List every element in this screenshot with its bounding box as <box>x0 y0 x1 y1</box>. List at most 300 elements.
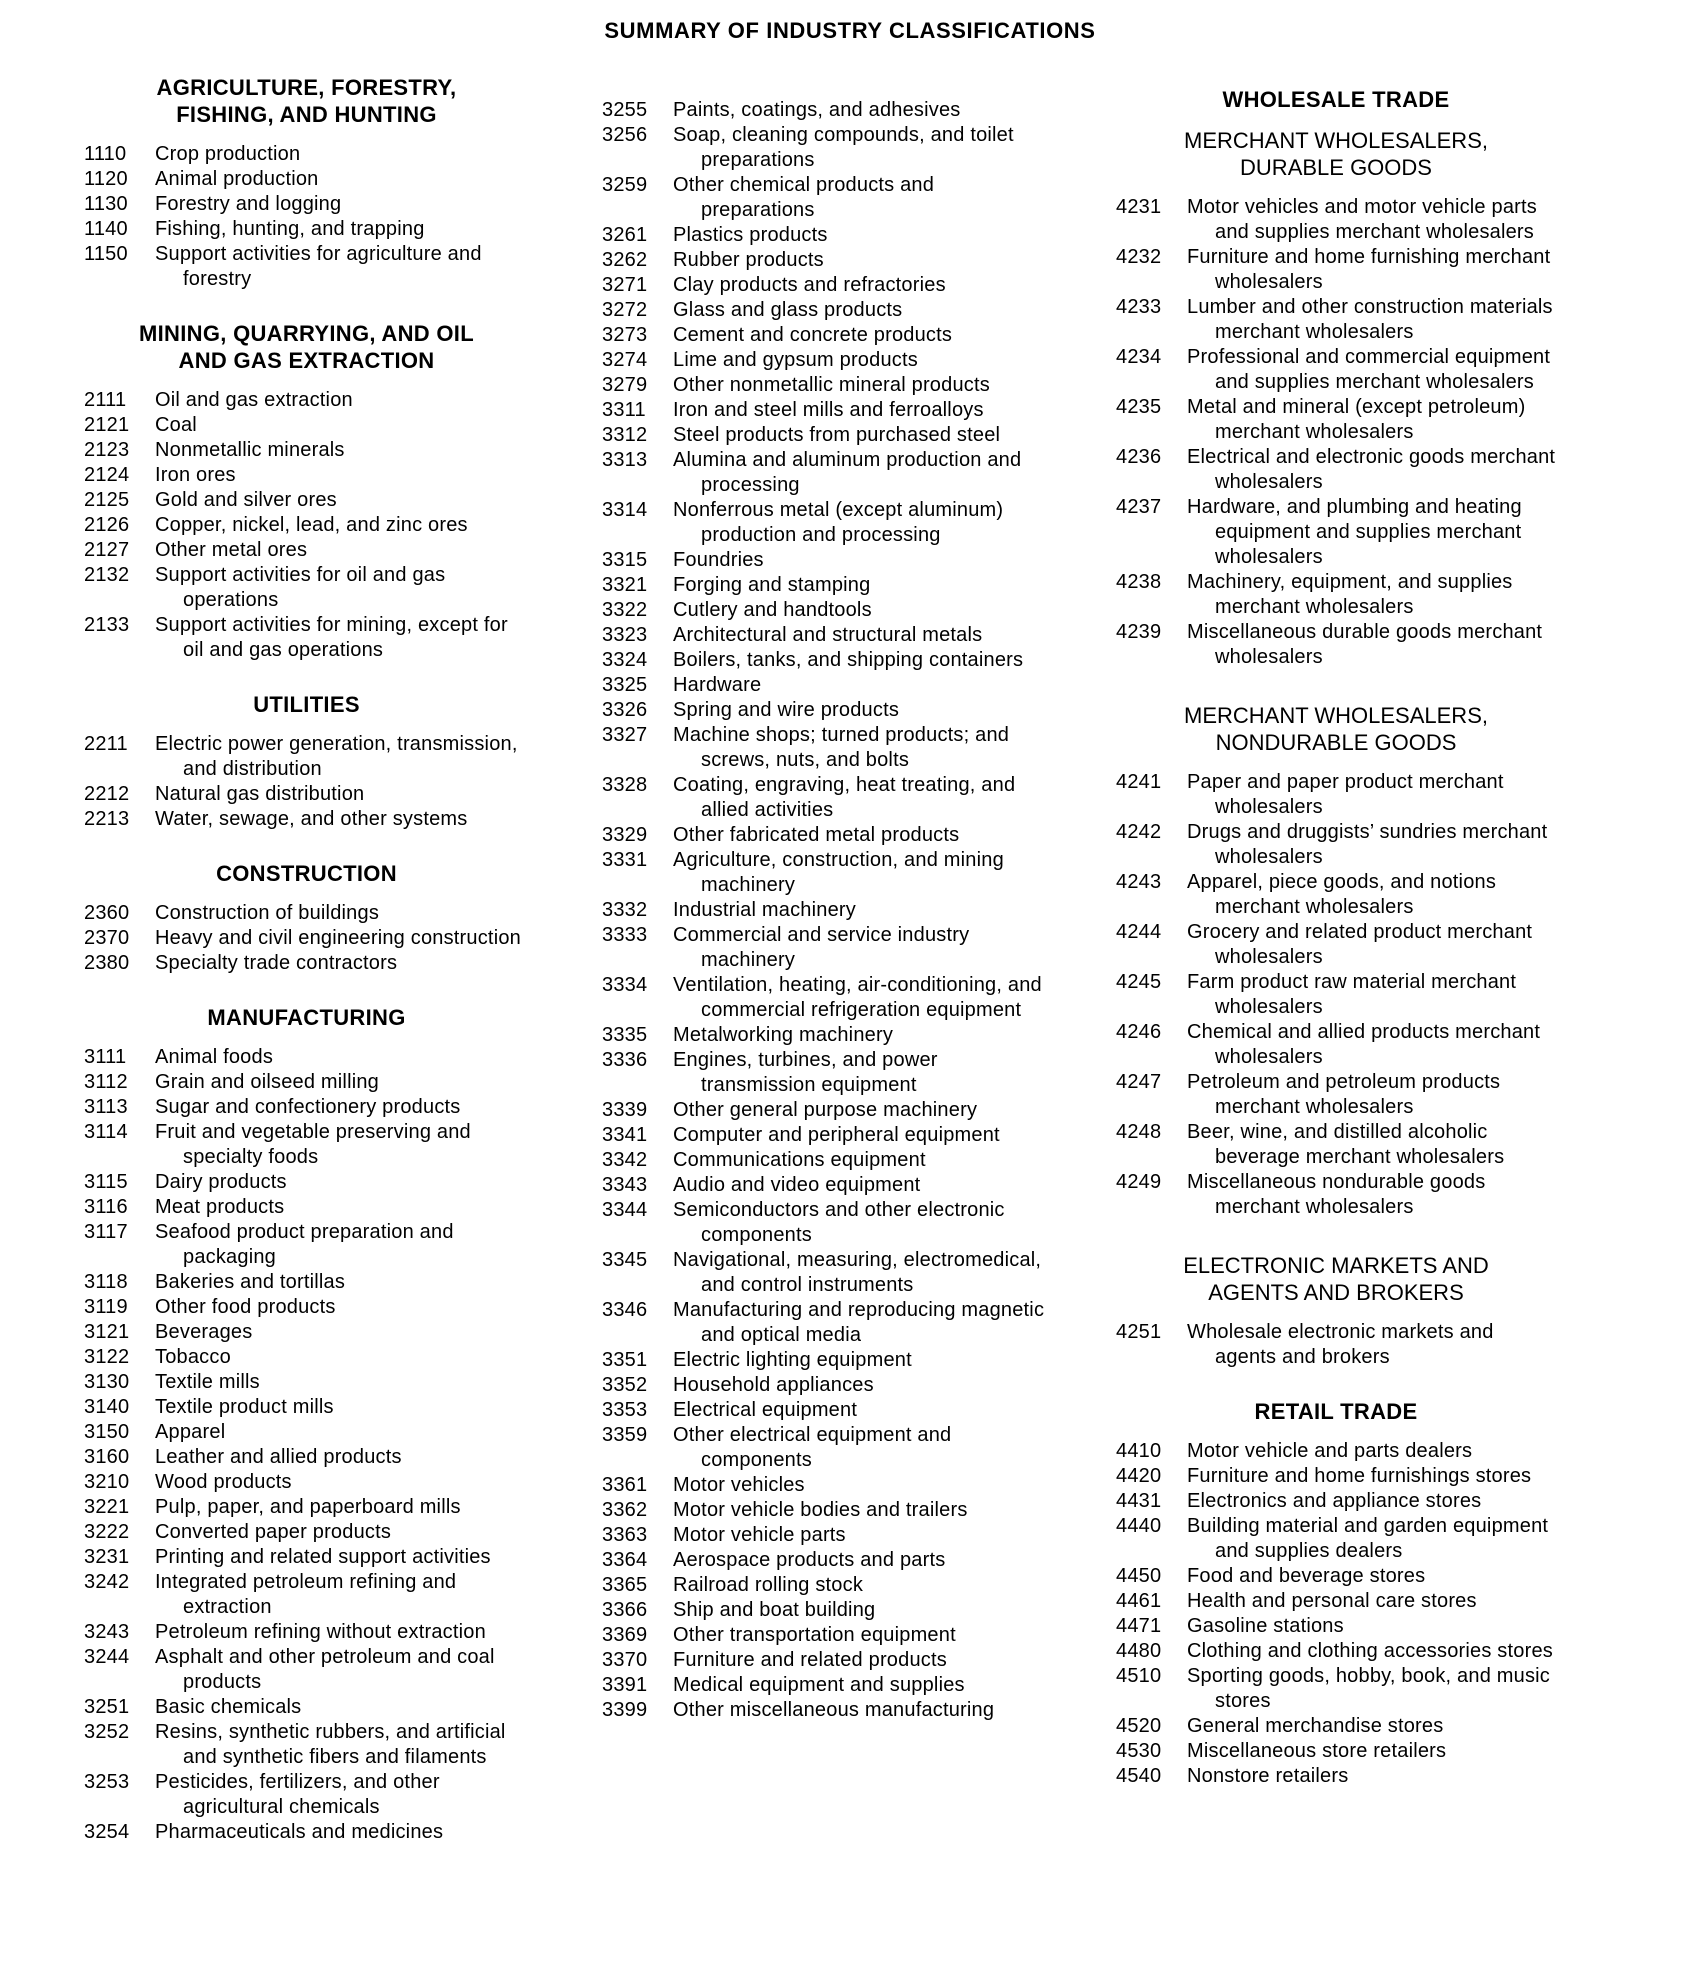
industry-name: Steel products from purchased steel <box>673 424 1001 446</box>
industry-code: 4471 <box>1116 1615 1162 1637</box>
industry-row <box>1116 1639 1556 1664</box>
industry-name: Other metal ores <box>155 539 308 561</box>
industry-row <box>1116 245 1556 295</box>
industry-row <box>84 488 529 513</box>
industry-name: Beverages <box>155 1321 253 1343</box>
industry-code: 4520 <box>1116 1715 1162 1737</box>
industry-name: Other fabricated metal products <box>673 824 960 846</box>
industry-name: Printing and related support activities <box>155 1546 491 1568</box>
industry-code: 4251 <box>1116 1321 1162 1343</box>
industry-code: 4530 <box>1116 1740 1162 1762</box>
industry-name: Professional and commercial equipment and supplies merchant wholesalers <box>1187 346 1551 393</box>
industry-code: 3160 <box>84 1446 130 1468</box>
industry-code: 3332 <box>602 899 648 921</box>
industry-name: Gold and silver ores <box>155 489 337 511</box>
industry-code: 3364 <box>602 1549 648 1571</box>
industry-row <box>84 242 529 292</box>
industry-name: Seafood product preparation and packaging <box>155 1221 454 1268</box>
industry-name: Boilers, tanks, and shipping containers <box>673 649 1024 671</box>
industry-code: 2132 <box>84 564 130 586</box>
industry-name: Spring and wire products <box>673 699 900 721</box>
industry-name: Motor vehicle and parts dealers <box>1187 1440 1473 1462</box>
industry-row <box>84 513 529 538</box>
industry-row <box>602 773 1047 823</box>
industry-name: Paper and paper product merchant wholesalers <box>1187 771 1504 818</box>
industry-code: 3253 <box>84 1771 130 1793</box>
industry-name: Metalworking machinery <box>673 1024 894 1046</box>
industry-name: Navigational, measuring, electromedical, and control instruments <box>673 1249 1042 1296</box>
header-line: ELECTRONIC MARKETS AND <box>1183 1253 1489 1278</box>
industry-row <box>602 1148 1047 1173</box>
industry-row <box>84 1220 529 1270</box>
industry-row <box>84 438 529 463</box>
industry-row <box>602 1598 1047 1623</box>
industry-row <box>602 1623 1047 1648</box>
industry-code: 2111 <box>84 389 127 411</box>
header-line: WHOLESALE TRADE <box>1222 87 1450 112</box>
industry-code: 2133 <box>84 614 130 636</box>
industry-row <box>602 1298 1047 1348</box>
industry-code: 3370 <box>602 1649 648 1671</box>
industry-code: 3353 <box>602 1399 648 1421</box>
industry-name: Other chemical products and preparations <box>673 174 935 221</box>
industry-code: 3321 <box>602 574 648 596</box>
industry-name: Miscellaneous nondurable goods merchant wholesalers <box>1187 1171 1486 1218</box>
industry-code: 3334 <box>602 974 648 996</box>
industry-code: 3255 <box>602 99 648 121</box>
industry-name: Leather and allied products <box>155 1446 402 1468</box>
industry-name: Asphalt and other petroleum and coal products <box>155 1646 495 1693</box>
industry-code: 2211 <box>84 733 128 755</box>
industry-row <box>1116 1320 1556 1370</box>
industry-row <box>602 348 1047 373</box>
industry-code: 1150 <box>84 243 128 265</box>
industry-name: Forging and stamping <box>673 574 871 596</box>
industry-row <box>84 1270 529 1295</box>
industry-name: Clothing and clothing accessories stores <box>1187 1640 1553 1662</box>
industry-name: Plastics products <box>673 224 828 246</box>
industry-row <box>602 548 1047 573</box>
industry-row <box>1116 1764 1556 1789</box>
section-header <box>1116 86 1556 113</box>
industry-code: 3391 <box>602 1674 648 1696</box>
industry-name: Natural gas distribution <box>155 783 365 805</box>
industry-row <box>1116 295 1556 345</box>
industry-row <box>602 673 1047 698</box>
industry-code: 3221 <box>84 1496 130 1518</box>
industry-code: 3325 <box>602 674 648 696</box>
industry-code: 4246 <box>1116 1021 1162 1043</box>
industry-row <box>84 413 529 438</box>
industry-row <box>84 1545 529 1570</box>
industry-code: 3314 <box>602 499 648 521</box>
industry-name: Furniture and home furnishing merchant wholesalers <box>1187 246 1551 293</box>
industry-code: 4232 <box>1116 246 1162 268</box>
industry-name: Electrical equipment <box>673 1399 858 1421</box>
header-line: DURABLE GOODS <box>1240 155 1432 180</box>
industry-name: Ship and boat building <box>673 1599 876 1621</box>
industry-code: 3346 <box>602 1299 648 1321</box>
industry-code: 3331 <box>602 849 648 871</box>
industry-code: 4231 <box>1116 196 1162 218</box>
industry-code: 4431 <box>1116 1490 1162 1512</box>
industry-name: Other nonmetallic mineral products <box>673 374 990 396</box>
industry-name: Animal production <box>155 168 319 190</box>
industry-code: 3273 <box>602 324 648 346</box>
industry-row <box>602 248 1047 273</box>
industry-row <box>602 623 1047 648</box>
industry-row <box>84 1045 529 1070</box>
industry-name: General merchandise stores <box>1187 1715 1444 1737</box>
industry-name: Communications equipment <box>673 1149 926 1171</box>
column-right <box>1116 86 1556 1789</box>
industry-name: Cutlery and handtools <box>673 599 872 621</box>
industry-name: Food and beverage stores <box>1187 1565 1426 1587</box>
industry-name: Cement and concrete products <box>673 324 953 346</box>
industry-name: Specialty trade contractors <box>155 952 398 974</box>
industry-name: Railroad rolling stock <box>673 1574 864 1596</box>
industry-code: 3130 <box>84 1371 130 1393</box>
industry-row <box>602 298 1047 323</box>
industry-name: Household appliances <box>673 1374 874 1396</box>
industry-code: 2370 <box>84 927 130 949</box>
industry-row <box>1116 1070 1556 1120</box>
industry-code: 3344 <box>602 1199 648 1221</box>
industry-row <box>1116 970 1556 1020</box>
industry-row <box>84 901 529 926</box>
industry-name: Fruit and vegetable preserving and specialty foods <box>155 1121 471 1168</box>
industry-code: 3259 <box>602 174 648 196</box>
industry-row <box>1116 1464 1556 1489</box>
industry-row <box>602 373 1047 398</box>
industry-name: Water, sewage, and other systems <box>155 808 468 830</box>
header-line: RETAIL TRADE <box>1254 1399 1418 1424</box>
industry-code: 3311 <box>602 399 646 421</box>
industry-name: Hardware, and plumbing and heating equipment and supplies merchant wholesalers <box>1187 496 1522 568</box>
industry-name: Machine shops; turned products; and screws, nuts, and bolts <box>673 724 1010 771</box>
section-header <box>84 320 529 374</box>
industry-code: 1120 <box>84 168 128 190</box>
section-subheader <box>1116 127 1556 181</box>
industry-name: Machinery, equipment, and supplies merchant wholesalers <box>1187 571 1513 618</box>
industry-code: 4248 <box>1116 1121 1162 1143</box>
industry-code: 2127 <box>84 539 130 561</box>
industry-code: 3315 <box>602 549 648 571</box>
industry-name: Oil and gas extraction <box>155 389 353 411</box>
industry-row <box>602 423 1047 448</box>
industry-code: 3113 <box>84 1096 128 1118</box>
industry-code: 3210 <box>84 1471 130 1493</box>
industry-row <box>602 1498 1047 1523</box>
industry-row <box>84 807 529 832</box>
industry-code: 3116 <box>84 1196 128 1218</box>
header-line: NONDURABLE GOODS <box>1215 730 1457 755</box>
industry-code: 3262 <box>602 249 648 271</box>
section-header <box>84 74 529 128</box>
industry-row <box>602 598 1047 623</box>
industry-code: 3114 <box>84 1121 128 1143</box>
industry-name: Paints, coatings, and adhesives <box>673 99 961 121</box>
industry-code: 4243 <box>1116 871 1162 893</box>
industry-row <box>602 1048 1047 1098</box>
industry-row <box>84 192 529 217</box>
industry-code: 3326 <box>602 699 648 721</box>
industry-row <box>84 167 529 192</box>
industry-row <box>602 1648 1047 1673</box>
industry-name: Animal foods <box>155 1046 274 1068</box>
industry-code: 3313 <box>602 449 648 471</box>
industry-code: 3363 <box>602 1524 648 1546</box>
industry-name: Ventilation, heating, air-conditioning, and commercial refrigeration equipment <box>673 974 1042 1021</box>
industry-code: 4242 <box>1116 821 1162 843</box>
industry-code: 3359 <box>602 1424 648 1446</box>
industry-code: 3274 <box>602 349 648 371</box>
industry-row <box>84 1395 529 1420</box>
industry-name: Grain and oilseed milling <box>155 1071 380 1093</box>
industry-row <box>84 613 529 663</box>
industry-name: Crop production <box>155 143 301 165</box>
industry-code: 3115 <box>84 1171 128 1193</box>
industry-name: Other food products <box>155 1296 336 1318</box>
industry-row <box>602 898 1047 923</box>
industry-name: Pesticides, fertilizers, and other agricultural chemicals <box>155 1771 440 1818</box>
industry-row <box>1116 820 1556 870</box>
industry-name: Computer and peripheral equipment <box>673 1124 1000 1146</box>
industry-name: Furniture and home furnishings stores <box>1187 1465 1532 1487</box>
industry-code: 4236 <box>1116 446 1162 468</box>
industry-row <box>84 951 529 976</box>
industry-code: 4440 <box>1116 1515 1162 1537</box>
industry-code: 2124 <box>84 464 130 486</box>
industry-code: 3312 <box>602 424 648 446</box>
industry-row <box>84 563 529 613</box>
industry-name: Clay products and refractories <box>673 274 946 296</box>
industry-name: Medical equipment and supplies <box>673 1674 965 1696</box>
industry-name: Lime and gypsum products <box>673 349 918 371</box>
industry-name: Beer, wine, and distilled alcoholic beverage merchant wholesalers <box>1187 1121 1505 1168</box>
industry-name: Textile product mills <box>155 1396 334 1418</box>
industry-row <box>602 123 1047 173</box>
industry-row <box>84 1570 529 1620</box>
industry-code: 3362 <box>602 1499 648 1521</box>
industry-code: 3342 <box>602 1149 648 1171</box>
industry-code: 3231 <box>84 1546 130 1568</box>
industry-code: 2121 <box>84 414 130 436</box>
industry-row <box>602 1373 1047 1398</box>
industry-name: Coating, engraving, heat treating, and allied activities <box>673 774 1016 821</box>
industry-row <box>1116 620 1556 670</box>
industry-code: 3328 <box>602 774 648 796</box>
industry-row <box>602 1523 1047 1548</box>
industry-code: 3369 <box>602 1624 648 1646</box>
industry-code: 4234 <box>1116 346 1162 368</box>
header-line: MERCHANT WHOLESALERS, <box>1184 703 1488 728</box>
industry-name: Glass and glass products <box>673 299 903 321</box>
industry-name: Other general purpose machinery <box>673 1099 978 1121</box>
industry-name: Converted paper products <box>155 1521 392 1543</box>
industry-name: Health and personal care stores <box>1187 1590 1477 1612</box>
industry-row <box>602 1423 1047 1473</box>
industry-code: 3335 <box>602 1024 648 1046</box>
industry-name: Drugs and druggists’ sundries merchant wholesalers <box>1187 821 1548 868</box>
industry-row <box>1116 195 1556 245</box>
header-line: AGENTS AND BROKERS <box>1208 1280 1464 1305</box>
industry-row <box>84 732 529 782</box>
industry-row <box>1116 345 1556 395</box>
industry-name: Audio and video equipment <box>673 1174 921 1196</box>
industry-name: Wood products <box>155 1471 292 1493</box>
industry-row <box>602 1198 1047 1248</box>
industry-code: 1140 <box>84 218 128 240</box>
industry-row <box>602 698 1047 723</box>
industry-name: Nonferrous metal (except aluminum) production and processing <box>673 499 1004 546</box>
header-line: MINING, QUARRYING, AND OIL <box>139 321 474 346</box>
industry-code: 3322 <box>602 599 648 621</box>
industry-code: 3256 <box>602 124 648 146</box>
industry-name: Basic chemicals <box>155 1696 302 1718</box>
industry-code: 4238 <box>1116 571 1162 593</box>
industry-name: Other electrical equipment and components <box>673 1424 952 1471</box>
industry-code: 4480 <box>1116 1640 1162 1662</box>
industry-row <box>602 1473 1047 1498</box>
industry-code: 4420 <box>1116 1465 1162 1487</box>
industry-code: 4233 <box>1116 296 1162 318</box>
industry-code: 4235 <box>1116 396 1162 418</box>
industry-code: 3244 <box>84 1646 130 1668</box>
industry-name: Semiconductors and other electronic components <box>673 1199 1005 1246</box>
industry-name: Tobacco <box>155 1346 231 1368</box>
industry-code: 3118 <box>84 1271 128 1293</box>
industry-row <box>1116 1739 1556 1764</box>
industry-code: 3399 <box>602 1699 648 1721</box>
industry-row <box>84 1770 529 1820</box>
industry-name: Copper, nickel, lead, and zinc ores <box>155 514 468 536</box>
section-header <box>84 1004 529 1031</box>
industry-code: 3333 <box>602 924 648 946</box>
industry-name: Agriculture, construction, and mining machinery <box>673 849 1004 896</box>
industry-row <box>84 1195 529 1220</box>
page-title: SUMMARY OF INDUSTRY CLASSIFICATIONS <box>604 18 1096 43</box>
industry-name: Nonmetallic minerals <box>155 439 345 461</box>
industry-code: 3365 <box>602 1574 648 1596</box>
industry-row <box>602 223 1047 248</box>
industry-row <box>84 217 529 242</box>
industry-row <box>84 1070 529 1095</box>
industry-row <box>84 1520 529 1545</box>
industry-row <box>84 1320 529 1345</box>
industry-name: Sporting goods, hobby, book, and music stores <box>1187 1665 1551 1712</box>
industry-name: Manufacturing and reproducing magnetic and optical media <box>673 1299 1045 1346</box>
industry-name: Commercial and service industry machinery <box>673 924 970 971</box>
industry-row <box>602 1348 1047 1373</box>
industry-row <box>602 1673 1047 1698</box>
industry-row <box>602 723 1047 773</box>
industry-name: Electric power generation, transmission, and distribution <box>155 733 518 780</box>
industry-row <box>1116 870 1556 920</box>
industry-name: Apparel <box>155 1421 226 1443</box>
industry-row <box>602 1698 1047 1723</box>
industry-name: Electronics and appliance stores <box>1187 1490 1482 1512</box>
industry-row <box>84 1095 529 1120</box>
industry-row <box>84 926 529 951</box>
industry-code: 2380 <box>84 952 130 974</box>
industry-name: Aerospace products and parts <box>673 1549 946 1571</box>
industry-row <box>602 1023 1047 1048</box>
industry-row <box>602 1548 1047 1573</box>
industry-name: Pharmaceuticals and medicines <box>155 1821 444 1843</box>
industry-row <box>84 463 529 488</box>
industry-name: Sugar and confectionery products <box>155 1096 461 1118</box>
industry-name: Alumina and aluminum production and processing <box>673 449 1022 496</box>
industry-row <box>1116 395 1556 445</box>
industry-row <box>84 538 529 563</box>
industry-row <box>602 498 1047 548</box>
industry-code: 3119 <box>84 1296 128 1318</box>
industry-name: Furniture and related products <box>673 1649 947 1671</box>
industry-row <box>602 848 1047 898</box>
industry-row <box>1116 1514 1556 1564</box>
industry-name: Gasoline stations <box>1187 1615 1344 1637</box>
industry-code: 3324 <box>602 649 648 671</box>
industry-row <box>1116 1714 1556 1739</box>
industry-row <box>1116 1664 1556 1714</box>
industry-name: Nonstore retailers <box>1187 1765 1349 1787</box>
industry-row <box>84 388 529 413</box>
industry-row <box>84 142 529 167</box>
industry-name: Soap, cleaning compounds, and toilet preparations <box>673 124 1014 171</box>
industry-row <box>602 1123 1047 1148</box>
industry-row <box>84 1695 529 1720</box>
industry-name: Forestry and logging <box>155 193 342 215</box>
industry-row <box>602 398 1047 423</box>
industry-name: Iron ores <box>155 464 236 486</box>
industry-name: Industrial machinery <box>673 899 856 921</box>
industry-code: 2125 <box>84 489 130 511</box>
industry-name: Motor vehicles and motor vehicle parts and supplies merchant wholesalers <box>1187 196 1537 243</box>
industry-code: 3121 <box>84 1321 130 1343</box>
industry-name: Motor vehicles <box>673 1474 805 1496</box>
industry-code: 3271 <box>602 274 648 296</box>
industry-name: Fishing, hunting, and trapping <box>155 218 425 240</box>
industry-row <box>1116 1489 1556 1514</box>
industry-code: 3251 <box>84 1696 130 1718</box>
industry-name: Resins, synthetic rubbers, and artificial and synthetic fibers and filaments <box>155 1721 506 1768</box>
industry-code: 4450 <box>1116 1565 1162 1587</box>
industry-code: 4237 <box>1116 496 1162 518</box>
industry-name: Petroleum refining without extraction <box>155 1621 486 1643</box>
industry-code: 3352 <box>602 1374 648 1396</box>
industry-code: 4510 <box>1116 1665 1162 1687</box>
industry-code: 3254 <box>84 1821 130 1843</box>
industry-name: Coal <box>155 414 197 436</box>
industry-name: Pulp, paper, and paperboard mills <box>155 1496 461 1518</box>
industry-row <box>1116 1614 1556 1639</box>
industry-row <box>602 1573 1047 1598</box>
industry-code: 3122 <box>84 1346 130 1368</box>
industry-row <box>84 1370 529 1395</box>
industry-name: Bakeries and tortillas <box>155 1271 346 1293</box>
section-header <box>1116 1398 1556 1425</box>
industry-name: Lumber and other construction materials merchant wholesalers <box>1187 296 1553 343</box>
industry-code: 3140 <box>84 1396 130 1418</box>
header-line: MANUFACTURING <box>207 1005 406 1030</box>
industry-code: 4410 <box>1116 1440 1162 1462</box>
industry-name: Rubber products <box>673 249 824 271</box>
industry-row <box>602 573 1047 598</box>
industry-row <box>1116 770 1556 820</box>
industry-row <box>84 1295 529 1320</box>
industry-name: Electric lighting equipment <box>673 1349 912 1371</box>
